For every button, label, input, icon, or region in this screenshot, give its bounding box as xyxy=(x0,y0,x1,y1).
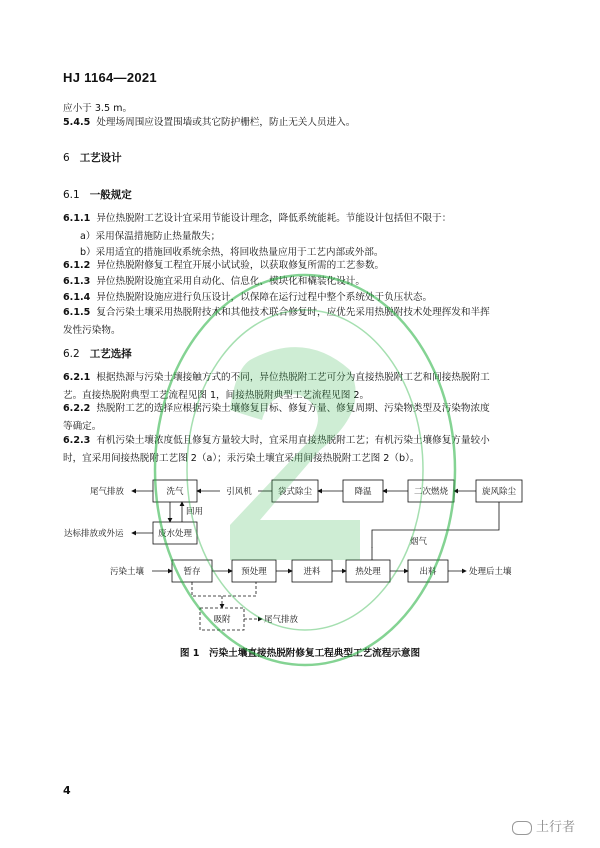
clause-number: 6.2.2 xyxy=(63,403,91,414)
waste-water-label: 废水处理 xyxy=(157,529,193,539)
heat-treat-label: 热处理 xyxy=(355,567,381,577)
flue-gas-label: 烟气 xyxy=(410,537,428,547)
contaminated-soil-label: 污染土壤 xyxy=(110,567,145,577)
clause-continuation: 艺。直接热脱附典型工艺流程见图 1，间接热脱附典型工艺流程见图 2。 xyxy=(63,390,370,401)
pretreat-label: 预处理 xyxy=(241,567,267,577)
clause-number: 6.2.1 xyxy=(63,372,91,383)
clause-number: 6.1.1 xyxy=(63,213,91,224)
secondary-burn-label: 二次燃烧 xyxy=(413,487,449,497)
wechat-icon xyxy=(512,821,532,835)
washer-label: 洗气 xyxy=(166,487,184,497)
bag-filter-label: 袋式除尘 xyxy=(277,487,313,497)
clause-text: 处理场周围应设置围墙或其它防护栅栏，防止无关人员进入。 xyxy=(96,117,356,128)
clause-text: 异位热脱附修复工程宜开展小试试验，以获取修复所需的工艺参数。 xyxy=(96,260,385,271)
tail-gas-label: 尾气排放 xyxy=(90,487,125,497)
clause-text: 根据热源与污染土壤接触方式的不同，异位热脱附工艺可分为直接热脱附工艺和间接热脱附工 xyxy=(96,372,490,383)
cooling-label: 降温 xyxy=(354,487,372,497)
cyclone-label: 旋风除尘 xyxy=(481,487,517,497)
clause-number: 6.1.3 xyxy=(63,276,91,287)
clause-continuation: 时，宜采用间接热脱附工艺图 2（a）；汞污染土壤宜采用间接热脱附工艺图 2（b）。 xyxy=(63,453,420,464)
figure-caption: 图 1 污染土壤直接热脱附修复工程典型工艺流程示意图 xyxy=(179,648,421,659)
reuse-label: 回用 xyxy=(186,507,204,517)
fan-label: 引风机 xyxy=(226,487,252,497)
list-item-a: a）采用保温措施防止热量散失； xyxy=(80,231,221,242)
temp-storage-label: 暂存 xyxy=(183,567,201,577)
section-title: 一般规定 xyxy=(89,189,132,201)
section-title: 工艺选择 xyxy=(89,348,132,360)
adsorb-label: 吸附 xyxy=(213,615,231,625)
list-item-b: b）采用适宜的措施回收系统余热，将回收热量应用于工艺内部或外部。 xyxy=(80,247,384,258)
clause-number: 6.2.3 xyxy=(63,435,91,446)
clause-text: 异位热脱附工艺设计宜采用节能设计理念，降低系统能耗。节能设计包括但不限于： xyxy=(96,213,452,224)
source-watermark xyxy=(512,816,575,835)
feed-label: 进料 xyxy=(303,567,321,577)
dashed-flow xyxy=(192,582,256,596)
clause-number: 6.1.4 xyxy=(63,292,91,303)
discharge-label: 出料 xyxy=(419,567,437,577)
section-title: 工艺设计 xyxy=(79,152,122,164)
discharge-out-label: 达标排放或外运 xyxy=(64,529,124,539)
standard-code: HJ 1164—2021 xyxy=(63,70,157,85)
section-number: 6.2 xyxy=(63,348,80,360)
source-name: 土行者 xyxy=(536,820,576,835)
clause-continuation: 等确定。 xyxy=(63,421,102,432)
clause-text: 异位热脱附设施应进行负压设计，以保障在运行过程中整个系统处于负压状态。 xyxy=(96,292,433,303)
tail-gas2-label: 尾气排放 xyxy=(264,615,299,625)
clause-number: 6.1.2 xyxy=(63,260,91,271)
clause-number: 6.1.5 xyxy=(63,307,91,318)
section-number: 6 xyxy=(63,152,70,164)
treated-soil-label: 处理后土壤 xyxy=(469,567,512,577)
text-line: 应小于 3.5 m。 xyxy=(63,103,133,114)
clause-text: 复合污染土壤采用热脱附技术和其他技术联合修复时，应优先采用热脱附技术处理挥发和半挥 xyxy=(96,307,490,318)
flue-gas-line xyxy=(372,502,499,560)
clause-text: 热脱附工艺的选择应根据污染土壤修复目标、修复方量、修复周期、污染物类型及污染物浓度 xyxy=(96,403,490,414)
section-number: 6.1 xyxy=(63,189,80,201)
page-number: 4 xyxy=(63,784,71,797)
clause-number: 5.4.5 xyxy=(63,117,91,128)
clause-text: 有机污染土壤浓度低且修复方量较大时，宜采用直接热脱附工艺；有机污染土壤修复方量较小 xyxy=(96,435,490,446)
clause-continuation: 发性污染物。 xyxy=(63,325,121,336)
clause-text: 异位热脱附设施宜采用自动化、信息化、模块化和橇装化设计。 xyxy=(96,276,365,287)
